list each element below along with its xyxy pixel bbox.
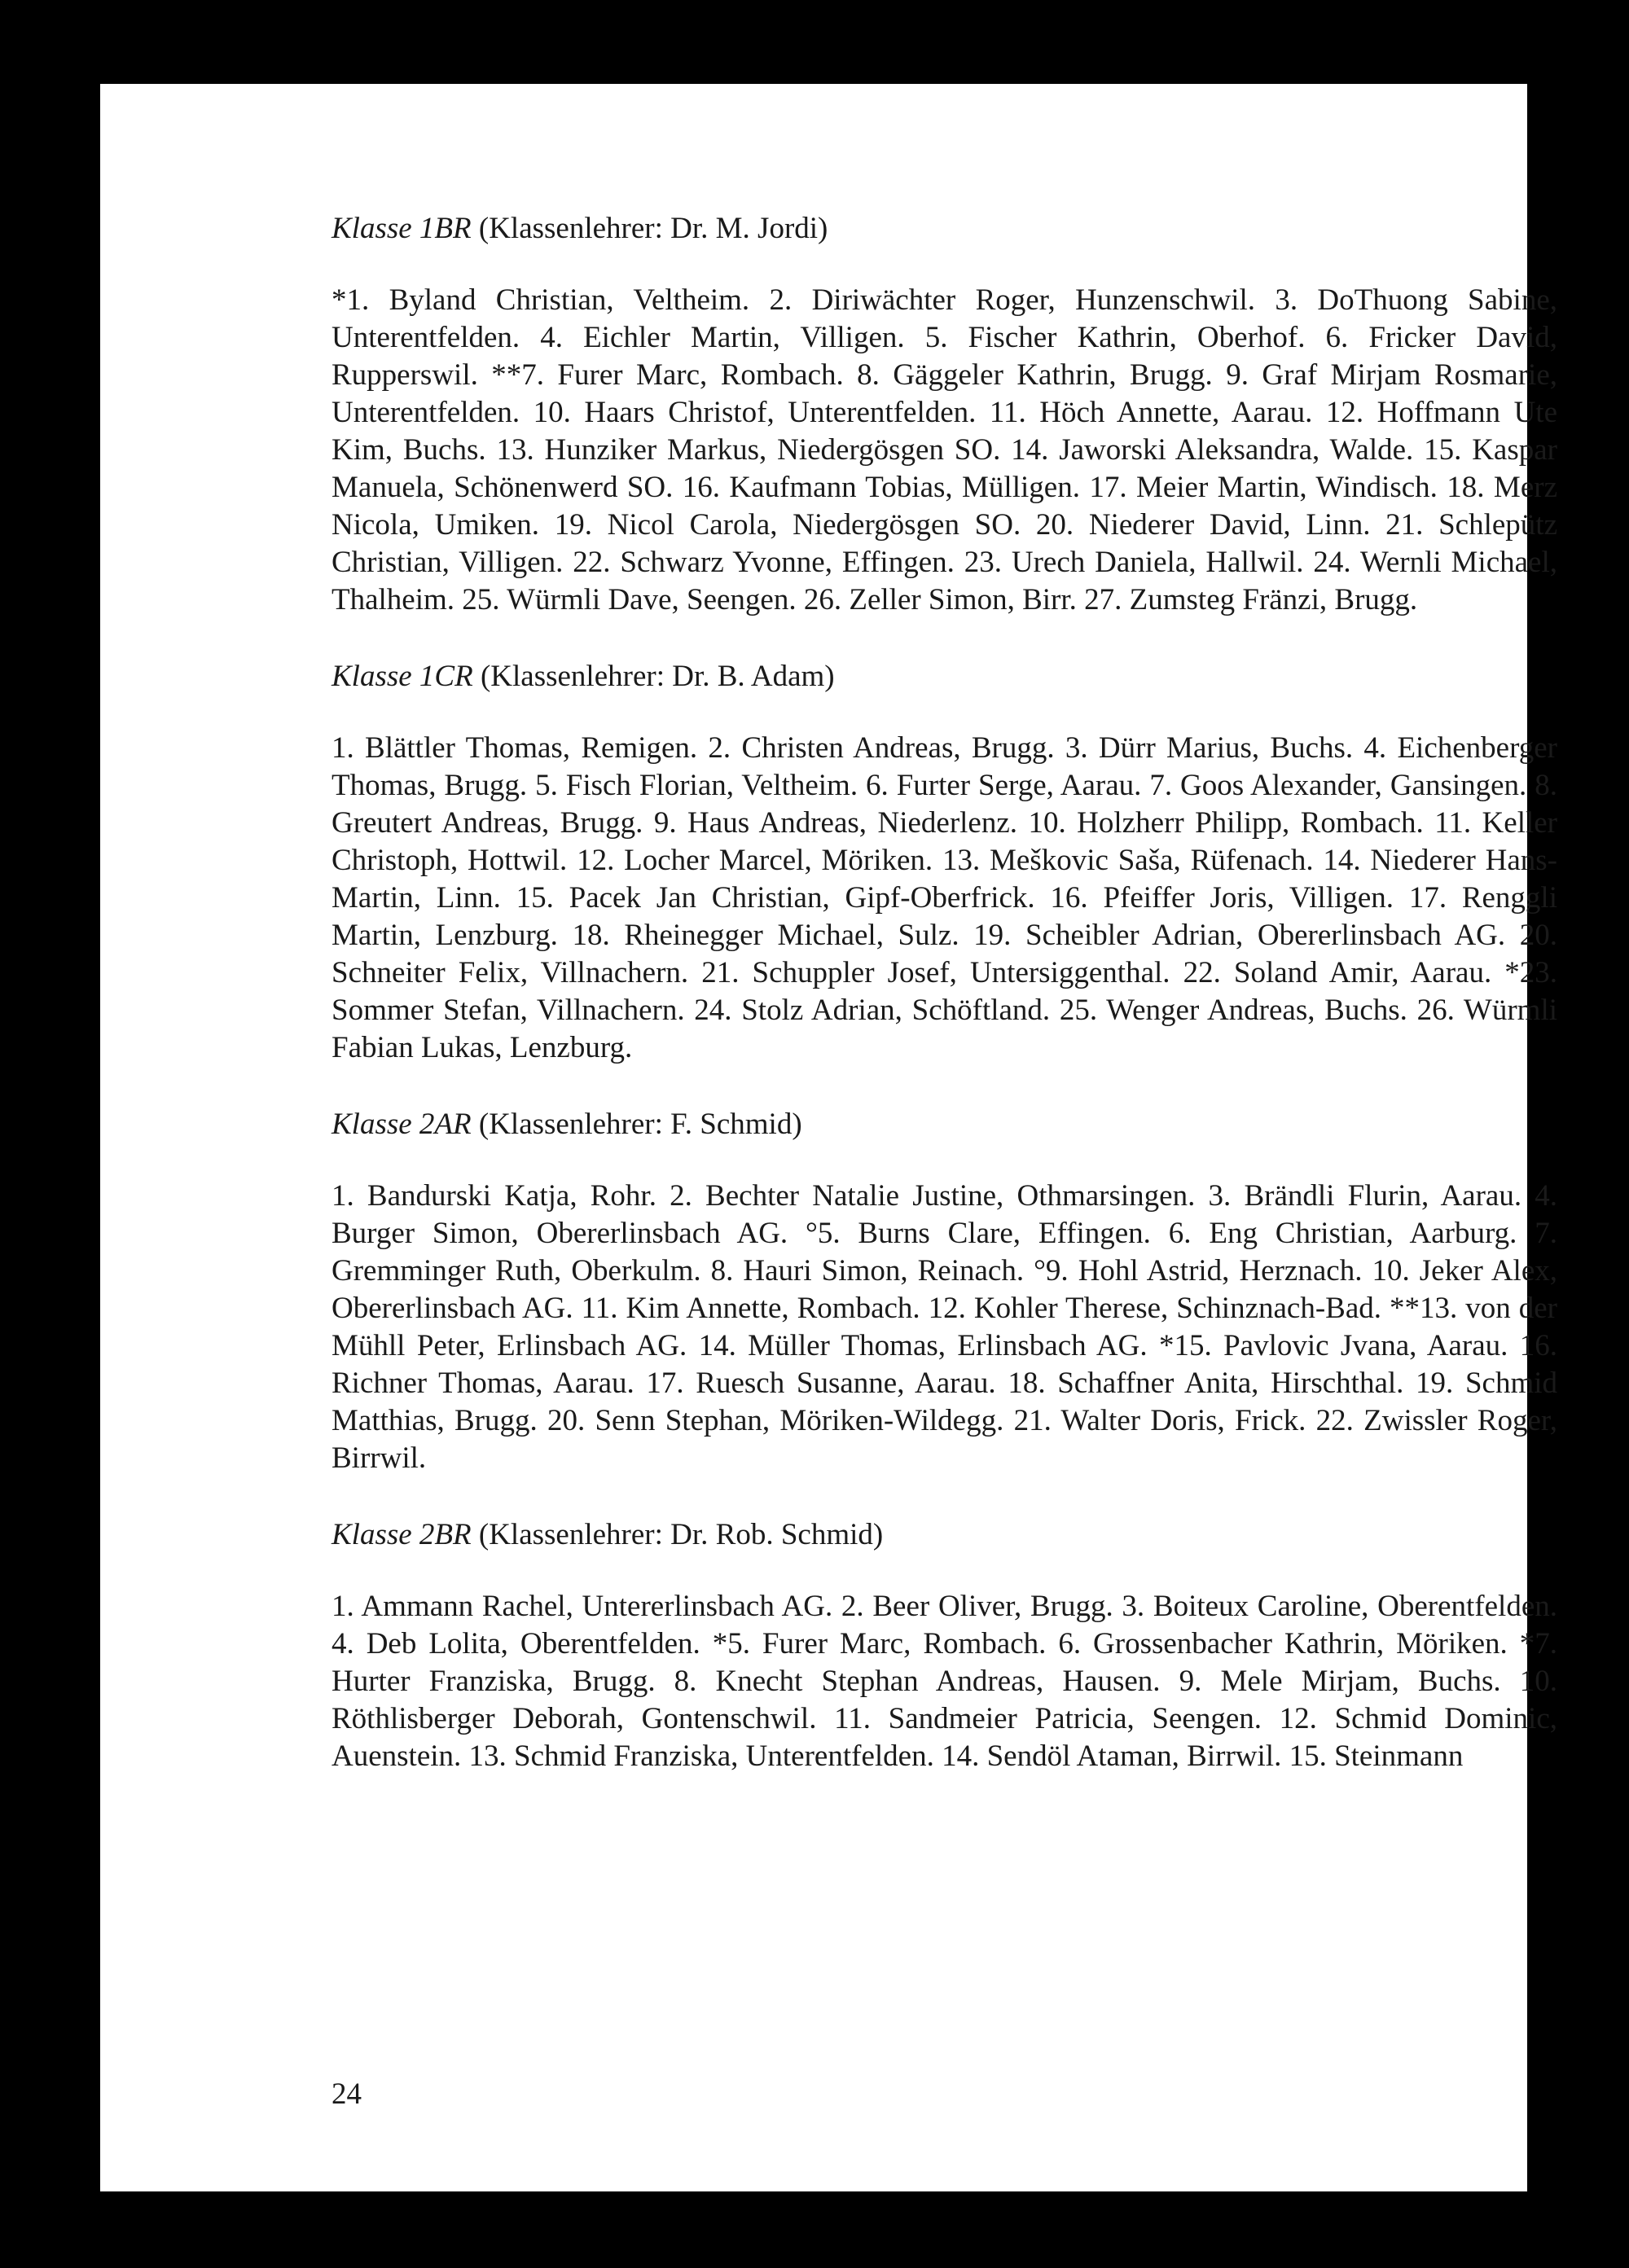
student-list: 1. Bandurski Katja, Rohr. 2. Bechter Natalie Justine, Othmarsingen. 3. Brändli Flurin, Aarau. 4. Burger Simon, Obererlinsbach AG. °5. Burns Clare, Effingen. 6. Eng Christian, Aarburg. 7. Gremminger Ruth, Oberkulm. 8. Hauri Simon, Reinach. °9. Hohl Astrid, Herznach. 10. Jeker Alex, Obererlinsbach AG. 11. Kim Annette, Rombach. 12. Kohler Therese, Schinznach-Bad. **13. von der Mühll Peter, Erlinsbach AG. 14. Müller Thomas, Erlinsbach AG. *15. Pavlovic Jvana, Aarau. 16. Richner Thomas, Aarau. 17. Ruesch Susanne, Aarau. 18. Schaffner Anita, Hirschthal. 19. Schmid Matthias, Brugg. 20. Senn Stephan, Möriken-Wildegg. 21. Walter Doris, Frick. 22. Zwissler Roger, Birrwil. xyxy=(332,1179,1557,1475)
class-teacher: (Klassenlehrer: F. Schmid) xyxy=(478,1108,802,1141)
class-teacher: (Klassenlehrer: Dr. Rob. Schmid) xyxy=(478,1518,884,1551)
class-label: Klasse 1BR xyxy=(332,212,472,245)
document-page xyxy=(100,84,1557,2191)
student-list: 1. Blättler Thomas, Remigen. 2. Christen Andreas, Brugg. 3. Dürr Marius, Buchs. 4. Eichenberger Thomas, Brugg. 5. Fisch Florian, Veltheim. 6. Furter Serge, Aarau. 7. Goos Alexander, Gansingen. 8. Greutert Andreas, Brugg. 9. Haus Andreas, Niederlenz. 10. Holzherr Philipp, Rombach. 11. Keller Christoph, Hottwil. 12. Locher Marcel, Möriken. 13. Meškovic Saša, Rüfenach. 14. Niederer Hans-Martin, Linn. 15. Pacek Jan Christian, Gipf-Oberfrick. 16. Pfeiffer Joris, Villigen. 17. Renggli Martin, Lenzburg. 18. Rheinegger Michael, Sulz. 19. Scheibler Adrian, Obererlinsbach AG. 20. Schneiter Felix, Villnachern. 21. Schuppler Josef, Untersiggenthal. 22. Soland Amir, Aarau. *23. Sommer Stefan, Villnachern. 24. Stolz Adrian, Schöftland. 25. Wenger Andreas, Buchs. 26. Würmli Fabian Lukas, Lenzburg. xyxy=(332,731,1557,1064)
class-section-1br xyxy=(332,210,1557,619)
page-number: 24 xyxy=(332,2077,362,2111)
page-content xyxy=(332,210,1557,1814)
class-label: Klasse 1CR xyxy=(332,660,473,693)
class-heading xyxy=(332,1516,1557,1554)
student-list: *1. Byland Christian, Veltheim. 2. Diriwächter Roger, Hunzenschwil. 3. DoThuong Sabine, Unterentfelden. 4. Eichler Martin, Villigen. 5. Fischer Kathrin, Oberhof. 6. Fricker David, Rupperswil. **7. Furer Marc, Rombach. 8. Gäggeler Kathrin, Brugg. 9. Graf Mirjam Rosmarie, Unterentfelden. 10. Haars Christof, Unterentfelden. 11. Höch Annette, Aarau. 12. Hoffmann Ute Kim, Buchs. 13. Hunziker Markus, Niedergösgen SO. 14. Jaworski Aleksandra, Walde. 15. Kaspar Manuela, Schönenwerd SO. 16. Kaufmann Tobias, Mülligen. 17. Meier Martin, Windisch. 18. Merz Nicola, Umiken. 19. Nicol Carola, Niedergösgen SO. 20. Niederer David, Linn. 21. Schlepütz Christian, Villigen. 22. Schwarz Yvonne, Effingen. 23. Urech Daniela, Hallwil. 24. Wernli Michael, Thalheim. 25. Würmli Dave, Seengen. 26. Zeller Simon, Birr. 27. Zumsteg Fränzi, Brugg. xyxy=(332,283,1557,616)
class-teacher: (Klassenlehrer: Dr. M. Jordi) xyxy=(478,212,828,245)
class-teacher: (Klassenlehrer: Dr. B. Adam) xyxy=(480,660,835,693)
student-list: 1. Ammann Rachel, Untererlinsbach AG. 2. Beer Oliver, Brugg. 3. Boiteux Caroline, Oberentfelden. 4. Deb Lolita, Oberentfelden. *5. Furer Marc, Rombach. 6. Grossenbacher Kathrin, Möriken. *7. Hurter Franziska, Brugg. 8. Knecht Stephan Andreas, Hausen. 9. Mele Mirjam, Buchs. 10. Röthlisberger Deborah, Gontenschwil. 11. Sandmeier Patricia, Seengen. 12. Schmid Dominic, Auenstein. 13. Schmid Franziska, Unterentfelden. 14. Sendöl Ataman, Birrwil. 15. Steinmann xyxy=(332,1590,1557,1773)
class-section-2br xyxy=(332,1516,1557,1775)
class-heading xyxy=(332,658,1557,695)
class-section-1cr xyxy=(332,658,1557,1067)
class-label: Klasse 2AR xyxy=(332,1108,472,1141)
class-heading xyxy=(332,1106,1557,1143)
class-section-2ar xyxy=(332,1106,1557,1477)
class-label: Klasse 2BR xyxy=(332,1518,472,1551)
class-heading xyxy=(332,210,1557,248)
